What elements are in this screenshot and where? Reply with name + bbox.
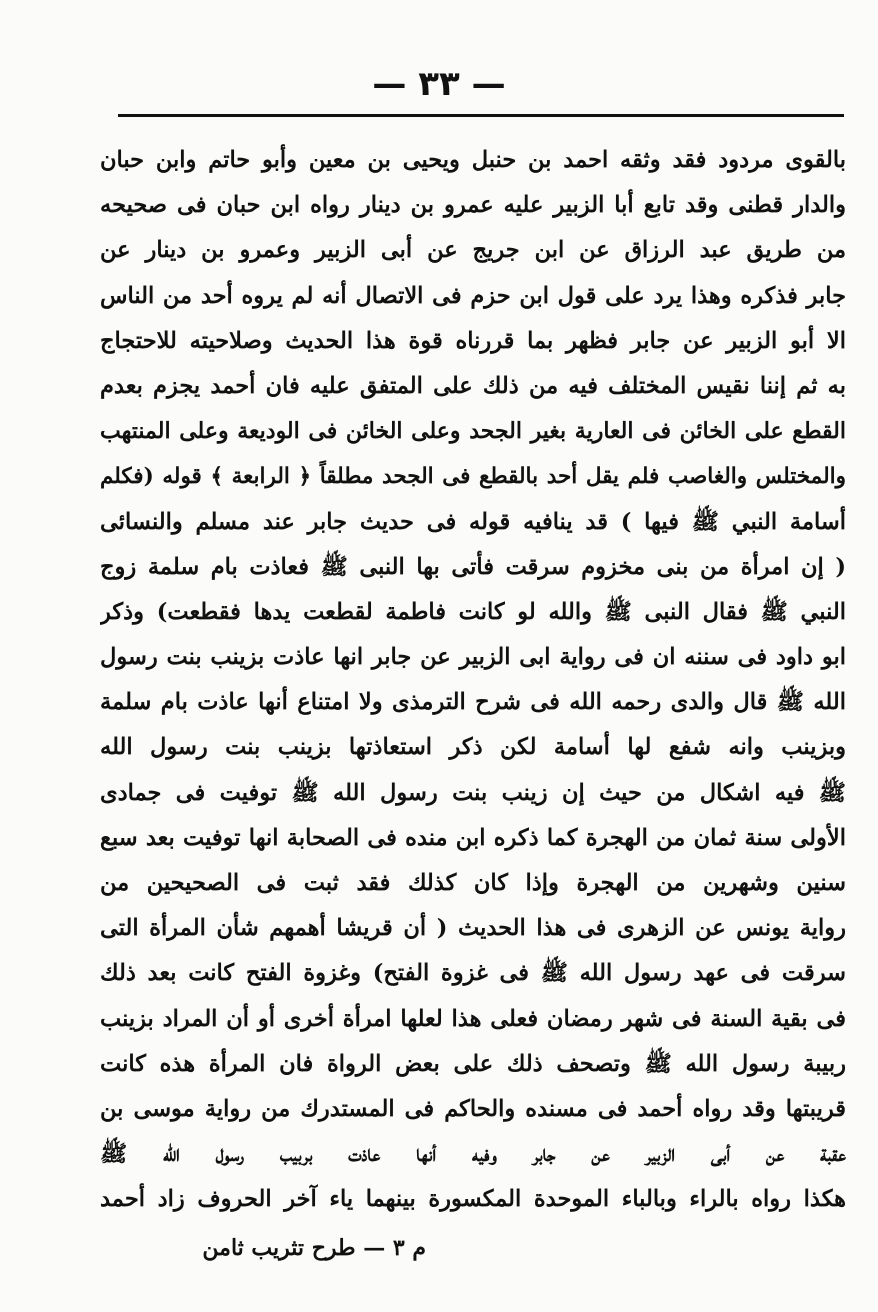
text-line: الله ﷺ قال والدى رحمه الله فى شرح الترمذى ولا امتناع أنها عاذت بام سلمة (100, 689, 846, 716)
text-line: ابو داود فى سننه ان فى رواية ابى الزبير عن جابر انها عاذت بزينب بنت رسول (100, 644, 846, 671)
text-line: ﷺ فيه اشكال من حيث إن زينب بنت رسول الله ﷺ توفيت فى جمادى (100, 779, 846, 806)
text-line: هكذا رواه بالراء وبالباء الموحدة المكسورة بينهما ياء آخر الحروف زاد أحمد (100, 1186, 846, 1213)
text-line: القطع على الخائن فى العارية بغير الجحد وعلى الخائن فى الوديعة وعلى المنتهب (100, 418, 846, 445)
text-line: رواية يونس عن الزهرى فى هذا الحديث ( أن قريشا أهمهم شأن المرأة التى (100, 915, 846, 942)
text-line: ( إن امرأة من بنى مخزوم سرقت فأتى بها النبى ﷺ فعاذت بام سلمة زوج (100, 553, 846, 580)
text-line: والمختلس والغاصب فلم يقل أحد بالقطع فى الجحد مطلقاً ﴿ الرابعة ﴾ قوله (فكلم (100, 464, 846, 490)
header-rule (118, 114, 844, 117)
page-number: — ٣٣ — (372, 64, 506, 104)
text-line: أسامة النبي ﷺ فيها ) قد ينافيه قوله فى حديث جابر عند مسلم والنسائى (100, 508, 846, 535)
text-line: سنين وشهرين من الهجرة وإذا كان كذلك فقد ثبت فى الصحيحين من (100, 870, 846, 896)
text-line: عقبة عن أبى الزبير عن جابر وفيه أنها عاذت بربيب رسول الله ﷺ (100, 1141, 846, 1168)
text-line: الأولى سنة ثمان من الهجرة كما ذكره ابن منده فى الصحابة انها توفيت بعد سبع (100, 824, 846, 851)
text-line: سرقت فى عهد رسول الله ﷺ فى غزوة الفتح) وغزوة الفتح كانت بعد ذلك (100, 960, 846, 987)
text-line: الا أبو الزبير عن جابر فظهر بما قررناه قوة هذا الحديث وصلاحيته للاحتجاج (100, 327, 846, 354)
text-line: وبزينب وانه شفع لها أسامة لكن ذكر استعاذتها بزينب بنت رسول الله (100, 734, 846, 761)
text-line: بالقوى مردود فقد وثقه احمد بن حنبل ويحيى بن معين وأبو حاتم وابن حبان (100, 147, 846, 173)
text-line: فى بقية السنة فى شهر رمضان فعلى هذا لعلها امرأة أخرى أو أن المراد بزينب (100, 1005, 846, 1032)
text-line: قريبتها وقد رواه أحمد فى مسنده والحاكم فى المستدرك من رواية موسى بن (100, 1095, 846, 1122)
footer-signature: م ٣ — طرح تثريب ثامن (202, 1235, 426, 1261)
text-line: به ثم إننا نقيس المختلف فيه من ذلك على المتفق عليه فان أحمد يجزم بعدم (100, 372, 846, 399)
body-text (100, 138, 846, 1223)
text-line: من طريق عبد الرزاق عن ابن جريج عن أبى الزبير وعمرو بن دينار عن (100, 237, 846, 264)
text-line: النبي ﷺ فقال النبى ﷺ والله لو كانت فاطمة لقطعت يدها فقطعت) وذكر (100, 598, 846, 625)
text-line: والدار قطنى وقد تابع أبا الزبير عليه عمرو بن دينار رواه ابن حبان فى صحيحه (100, 192, 846, 219)
text-line: ربيبة رسول الله ﷺ وتصحف ذلك على بعض الرواة فان المرأة هذه كانت (100, 1050, 846, 1077)
text-line: جابر فذكره وهذا يرد على قول ابن حزم فى الاتصال أنه لم يروه أحد من الناس (100, 282, 846, 309)
